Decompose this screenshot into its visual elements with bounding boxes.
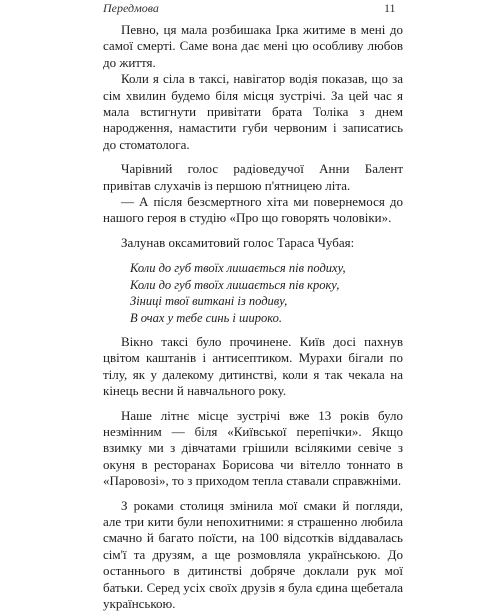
body-text: [103, 22, 403, 612]
paragraph: Вікно таксі було прочинене. Київ досі пахнув цвітом каштанів і антисептиком. Мурахи бігали по тілу, як у далекому дитинстві, коли я так чекала на кінець весни й навчального року.: [103, 333, 403, 399]
poem-line: Зіниці твої виткані із подиву,: [130, 294, 288, 309]
poem-line: Коли до губ твоїх лишається пів кроку,: [130, 277, 340, 292]
paragraph: Певно, ця мала розбишака Ірка житиме в мені до самої смерті. Саме вона дає мені цю особливу любов до життя.: [103, 22, 403, 70]
page-number: 11: [384, 1, 396, 15]
paragraph: Коли я сіла в таксі, навігатор водія показав, що за сім хвилин будемо біля місця зустрічі. За цей час я мала встигнути привітати брата Толіка з днем народження, намастити губи червоним і записатись до стоматолога.: [103, 71, 403, 152]
paragraph: Наше літнє місце зустрічі вже 13 років було незмінним — біля «Київської перепічки». Якщо взимку ми з дівчатами грішили всілякими севіче з окуня в ресторанах Борисова чи вітелло тоннато в «Паровозі», то з приходом тепла ставали справжніми.: [103, 407, 403, 489]
paragraph: — А після безсмертного хіта ми повернемося до нашого героя в студію «Про що говорять чоловіки».: [103, 194, 403, 226]
page-header: [0, 0, 500, 22]
poem-line: В очах у тебе синь і широко.: [130, 310, 282, 325]
running-head: Передмова: [103, 1, 159, 15]
paragraph: Залунав оксамитовий голос Тараса Чубая:: [121, 234, 355, 250]
poem-quote: [130, 260, 403, 326]
paragraph: З роками столиця змінила мої смаки й погляди, але три кити були непохитними: я страшенно любила смачно й багато поїсти, на 100 відсотків віддавалась сім'ї та друзям, а ще розмовляла українською. До останнього в дитинстві добряче доклали рук мої батьки. Серед усіх своїх друзів я була єдина щебетала українською.: [103, 497, 403, 611]
poem-line: Коли до губ твоїх лишається пів подиху,: [130, 261, 346, 276]
paragraph: Чарівний голос радіоведучої Анни Балент привітав слухачів із першою п'ятницею літа.: [103, 161, 403, 193]
